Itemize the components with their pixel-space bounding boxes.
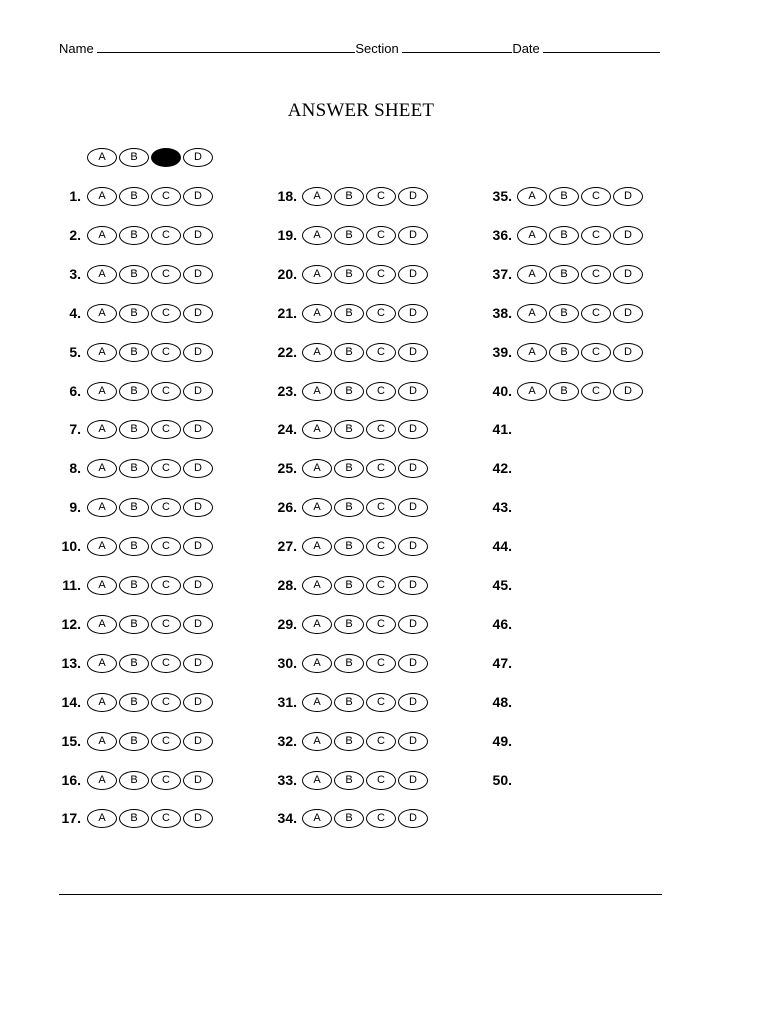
answer-bubble-b[interactable]: B (334, 343, 364, 362)
question-number: 12. (61, 615, 81, 632)
example-bubble-d[interactable]: D (183, 148, 213, 167)
answer-bubble-b[interactable]: B (334, 382, 364, 401)
answer-bubble-b[interactable]: B (549, 343, 579, 362)
answer-bubble-d[interactable]: D (398, 304, 428, 323)
answer-bubble-c[interactable]: C (366, 187, 396, 206)
answer-bubble-a[interactable]: A (87, 265, 117, 284)
answer-bubble-c[interactable]: C (151, 809, 181, 828)
date-label: Date (512, 41, 540, 56)
answer-bubble-d[interactable]: D (613, 382, 643, 401)
answer-bubble-d[interactable]: D (398, 809, 428, 828)
answer-bubble-c[interactable]: C (151, 187, 181, 206)
question-number: 6. (69, 382, 81, 399)
answer-bubble-b[interactable]: B (334, 537, 364, 556)
example-bubble-a[interactable]: A (87, 148, 117, 167)
question-number: 42. (492, 460, 512, 477)
answer-bubble-b[interactable]: B (119, 809, 149, 828)
question-number: 15. (61, 732, 81, 749)
answer-bubble-d[interactable]: D (398, 537, 428, 556)
answer-bubble-b[interactable]: B (119, 459, 149, 478)
answer-bubble-d[interactable]: D (398, 382, 428, 401)
answer-bubble-b[interactable]: B (549, 187, 579, 206)
question-number: 41. (492, 421, 512, 438)
answer-bubble-c[interactable]: C (581, 343, 611, 362)
question-number: 11. (62, 577, 81, 593)
answer-bubble-d[interactable]: D (613, 187, 643, 206)
question-number: 4. (69, 304, 81, 321)
answer-bubble-d[interactable]: D (183, 343, 213, 362)
answer-bubble-a[interactable]: A (517, 304, 547, 323)
question-number: 9. (69, 499, 81, 516)
answer-bubble-a[interactable]: A (302, 771, 332, 790)
question-number: 7. (69, 421, 81, 438)
answer-bubble-a[interactable]: A (87, 304, 117, 323)
answer-bubble-d[interactable]: D (183, 420, 213, 439)
question-number: 24. (277, 421, 297, 438)
answer-bubble-a[interactable]: A (87, 343, 117, 362)
question-number: 35. (492, 188, 512, 204)
section-label: Section (355, 41, 399, 56)
answer-bubble-c[interactable]: C (366, 732, 396, 751)
answer-bubble-b[interactable]: B (119, 304, 149, 323)
question-number: 48. (492, 693, 512, 710)
answer-bubble-c[interactable]: C (151, 771, 181, 790)
answer-bubble-d[interactable]: D (398, 771, 428, 790)
header-fields (59, 40, 660, 56)
answer-bubble-d[interactable]: D (183, 459, 213, 478)
answer-bubble-c[interactable]: C (151, 693, 181, 712)
answer-bubble-c[interactable]: C (366, 537, 396, 556)
question-number: 50. (492, 771, 512, 788)
answer-bubble-b[interactable]: B (119, 382, 149, 401)
question-number: 39. (492, 343, 512, 360)
question-number: 28. (277, 577, 297, 593)
answer-bubble-a[interactable]: A (87, 226, 117, 245)
answer-bubble-a[interactable]: A (302, 537, 332, 556)
question-number: 17. (61, 810, 81, 827)
answer-bubble-c[interactable]: C (151, 226, 181, 245)
answer-bubble-a[interactable]: A (302, 809, 332, 828)
answer-bubble-a[interactable]: A (517, 343, 547, 362)
answer-bubble-a[interactable]: A (87, 693, 117, 712)
answer-bubble-c[interactable]: C (151, 343, 181, 362)
answer-bubble-c[interactable]: C (151, 654, 181, 673)
answer-bubble-c[interactable]: C (581, 382, 611, 401)
date-field[interactable] (543, 40, 660, 53)
answer-bubble-c[interactable]: C (366, 304, 396, 323)
answer-bubble-b[interactable]: B (334, 732, 364, 751)
question-number: 20. (277, 265, 297, 282)
answer-bubble-a[interactable]: A (302, 265, 332, 284)
answer-bubble-a[interactable]: A (517, 187, 547, 206)
question-number: 36. (492, 226, 512, 243)
answer-bubble-d[interactable]: D (398, 615, 428, 634)
answer-bubble-b[interactable]: B (119, 226, 149, 245)
answer-bubble-d[interactable]: D (398, 420, 428, 439)
answer-bubble-b[interactable]: B (119, 537, 149, 556)
answer-bubble-d[interactable]: D (398, 498, 428, 517)
answer-bubble-d[interactable]: D (398, 459, 428, 478)
question-number: 43. (492, 499, 512, 516)
answer-bubble-b[interactable]: B (334, 809, 364, 828)
answer-bubble-c[interactable]: C (366, 809, 396, 828)
answer-bubble-c[interactable]: C (151, 420, 181, 439)
question-number: 8. (69, 460, 81, 477)
answer-bubble-b[interactable]: B (334, 226, 364, 245)
question-number: 25. (277, 460, 297, 477)
answer-bubble-a[interactable]: A (517, 265, 547, 284)
answer-bubble-b[interactable]: B (119, 343, 149, 362)
answer-bubble-a[interactable]: A (87, 382, 117, 401)
answer-bubble-d[interactable]: D (183, 187, 213, 206)
answer-bubble-c[interactable]: C (151, 265, 181, 284)
answer-bubble-a[interactable]: A (87, 615, 117, 634)
question-number: 45. (492, 577, 512, 593)
answer-bubble-d[interactable]: D (183, 226, 213, 245)
answer-bubble-d[interactable]: D (398, 693, 428, 712)
answer-bubble-d[interactable]: D (398, 732, 428, 751)
answer-bubble-a[interactable]: A (302, 226, 332, 245)
answer-bubble-c[interactable]: C (151, 537, 181, 556)
question-number: 26. (277, 499, 297, 516)
answer-bubble-b[interactable]: B (334, 693, 364, 712)
answer-bubble-c[interactable]: C (151, 459, 181, 478)
answer-bubble-d[interactable]: D (398, 187, 428, 206)
answer-bubble-d[interactable]: D (613, 226, 643, 245)
question-number: 3. (69, 265, 81, 282)
example-bubble-c[interactable]: C (151, 148, 181, 167)
answer-bubble-a[interactable]: A (302, 732, 332, 751)
question-number: 37. (492, 265, 512, 282)
answer-bubble-b[interactable]: B (549, 304, 579, 323)
question-number: 46. (492, 615, 512, 632)
answer-bubble-b[interactable]: B (119, 576, 149, 595)
answer-bubble-a[interactable]: A (87, 420, 117, 439)
question-number: 33. (277, 771, 297, 788)
answer-bubble-c[interactable]: C (366, 459, 396, 478)
answer-bubble-b[interactable]: B (119, 771, 149, 790)
answer-bubble-d[interactable]: D (398, 576, 428, 595)
answer-bubble-d[interactable]: D (183, 576, 213, 595)
answer-bubble-d[interactable]: D (183, 265, 213, 284)
answer-bubble-c[interactable]: C (151, 498, 181, 517)
answer-bubble-d[interactable]: D (183, 732, 213, 751)
name-label: Name (59, 41, 94, 56)
answer-bubble-c[interactable]: C (581, 226, 611, 245)
answer-bubble-a[interactable]: A (87, 498, 117, 517)
answer-bubble-d[interactable]: D (183, 809, 213, 828)
question-number: 34. (277, 810, 297, 827)
answer-bubble-a[interactable]: A (517, 226, 547, 245)
question-number: 1. (69, 188, 81, 204)
question-number: 30. (277, 654, 297, 671)
answer-bubble-a[interactable]: A (302, 304, 332, 323)
answer-bubble-c[interactable]: C (366, 693, 396, 712)
question-number: 5. (69, 343, 81, 360)
question-number: 47. (492, 654, 512, 671)
answer-bubble-a[interactable]: A (87, 537, 117, 556)
answer-bubble-b[interactable]: B (334, 498, 364, 517)
question-number: 13. (61, 654, 81, 671)
answer-bubble-c[interactable]: C (581, 304, 611, 323)
answer-bubble-d[interactable]: D (398, 265, 428, 284)
answer-bubble-a[interactable]: A (302, 576, 332, 595)
answer-bubble-a[interactable]: A (87, 809, 117, 828)
answer-bubble-a[interactable]: A (87, 771, 117, 790)
answer-bubble-b[interactable]: B (334, 459, 364, 478)
page-title: ANSWER SHEET (287, 100, 435, 121)
answer-bubble-a[interactable]: A (302, 459, 332, 478)
answer-bubble-c[interactable]: C (151, 732, 181, 751)
answer-bubble-d[interactable]: D (398, 654, 428, 673)
answer-bubble-d[interactable]: D (183, 615, 213, 634)
answer-bubble-d[interactable]: D (183, 382, 213, 401)
answer-bubble-a[interactable]: A (302, 693, 332, 712)
answer-bubble-a[interactable]: A (302, 343, 332, 362)
question-number: 23. (277, 382, 297, 399)
question-number: 29. (277, 615, 297, 632)
question-number: 19. (277, 226, 297, 243)
answer-bubble-b[interactable]: B (334, 654, 364, 673)
answer-bubble-c[interactable]: C (151, 382, 181, 401)
question-number: 27. (277, 538, 297, 555)
answer-bubble-a[interactable]: A (302, 498, 332, 517)
example-bubble-b[interactable]: B (119, 148, 149, 167)
question-number: 16. (61, 771, 81, 788)
answer-bubble-c[interactable]: C (366, 654, 396, 673)
question-number: 2. (69, 226, 81, 243)
question-number: 38. (492, 304, 512, 321)
answer-bubble-b[interactable]: B (334, 771, 364, 790)
answer-bubble-b[interactable]: B (334, 187, 364, 206)
answer-bubble-b[interactable]: B (334, 265, 364, 284)
question-number: 21. (277, 304, 297, 321)
question-number: 31. (277, 693, 297, 710)
answer-bubble-d[interactable]: D (613, 304, 643, 323)
answer-bubble-c[interactable]: C (366, 343, 396, 362)
answer-bubble-b[interactable]: B (549, 265, 579, 284)
answer-bubble-b[interactable]: B (119, 615, 149, 634)
answer-bubble-b[interactable]: B (119, 693, 149, 712)
answer-bubble-d[interactable]: D (183, 498, 213, 517)
answer-bubble-c[interactable]: C (366, 265, 396, 284)
answer-bubble-b[interactable]: B (334, 304, 364, 323)
answer-bubble-b[interactable]: B (119, 265, 149, 284)
answer-bubble-b[interactable]: B (119, 732, 149, 751)
answer-bubble-c[interactable]: C (366, 420, 396, 439)
answer-bubble-b[interactable]: B (549, 226, 579, 245)
footer-divider (59, 894, 662, 895)
answer-bubble-b[interactable]: B (334, 576, 364, 595)
answer-bubble-d[interactable]: D (183, 654, 213, 673)
answer-bubble-a[interactable]: A (87, 459, 117, 478)
answer-bubble-b[interactable]: B (334, 420, 364, 439)
answer-bubble-b[interactable]: B (119, 654, 149, 673)
answer-bubble-d[interactable]: D (398, 343, 428, 362)
answer-bubble-b[interactable]: B (119, 420, 149, 439)
question-number: 32. (277, 732, 297, 749)
answer-bubble-a[interactable]: A (87, 732, 117, 751)
answer-bubble-a[interactable]: A (302, 654, 332, 673)
answer-bubble-a[interactable]: A (87, 654, 117, 673)
answer-bubble-a[interactable]: A (302, 382, 332, 401)
answer-bubble-d[interactable]: D (183, 537, 213, 556)
answer-bubble-a[interactable]: A (87, 576, 117, 595)
question-number: 22. (277, 343, 297, 360)
answer-bubble-d[interactable]: D (183, 693, 213, 712)
answer-bubble-c[interactable]: C (366, 382, 396, 401)
name-field[interactable] (97, 40, 355, 53)
answer-bubble-a[interactable]: A (517, 382, 547, 401)
question-number: 44. (492, 538, 512, 555)
answer-bubble-c[interactable]: C (151, 304, 181, 323)
answer-bubble-a[interactable]: A (302, 420, 332, 439)
answer-bubble-a[interactable]: A (302, 615, 332, 634)
answer-bubble-c[interactable]: C (581, 187, 611, 206)
answer-bubble-c[interactable]: C (366, 615, 396, 634)
answer-bubble-c[interactable]: C (366, 771, 396, 790)
answer-bubble-b[interactable]: B (334, 615, 364, 634)
answer-bubble-d[interactable]: D (613, 343, 643, 362)
answer-bubble-a[interactable]: A (87, 187, 117, 206)
answer-bubble-c[interactable]: C (581, 265, 611, 284)
section-field[interactable] (402, 40, 512, 53)
answer-bubble-c[interactable]: C (151, 615, 181, 634)
answer-bubble-c[interactable]: C (151, 576, 181, 595)
answer-bubble-d[interactable]: D (613, 265, 643, 284)
answer-bubble-d[interactable]: D (183, 304, 213, 323)
question-number: 10. (61, 538, 81, 555)
answer-bubble-b[interactable]: B (119, 498, 149, 517)
question-number: 18. (277, 188, 297, 204)
answer-bubble-c[interactable]: C (366, 226, 396, 245)
answer-bubble-d[interactable]: D (398, 226, 428, 245)
answer-bubble-c[interactable]: C (366, 498, 396, 517)
question-number: 49. (492, 732, 512, 749)
answer-bubble-a[interactable]: A (302, 187, 332, 206)
question-number: 40. (492, 382, 512, 399)
answer-bubble-d[interactable]: D (183, 771, 213, 790)
answer-bubble-c[interactable]: C (366, 576, 396, 595)
answer-bubble-b[interactable]: B (549, 382, 579, 401)
answer-bubble-b[interactable]: B (119, 187, 149, 206)
question-number: 14. (61, 693, 81, 710)
